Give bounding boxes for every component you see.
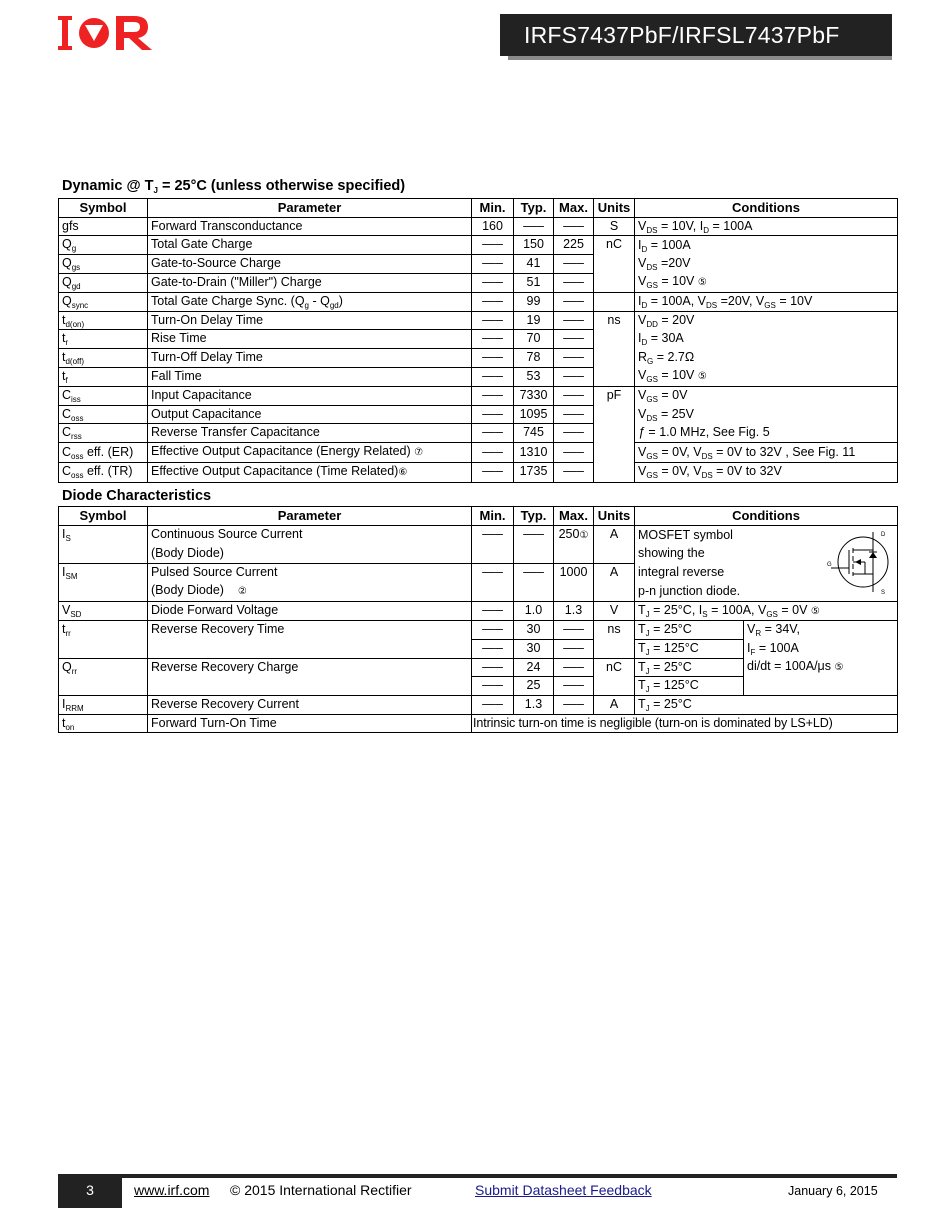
table-row: $t_{on}$ Forward Turn-On Time Intrinsic turn-on time is negligible (turn-on is dominated by LS+LD) xyxy=(59,714,898,733)
table-row: $t_{rr}$ Reverse Recovery Time ––– 30 ––– ns $T_J = 25^\circ C$ $V_R = 34V$, xyxy=(59,621,898,640)
submit-feedback-link[interactable]: Submit Datasheet Feedback xyxy=(475,1182,652,1198)
copyright-text: © 2015 International Rectifier xyxy=(230,1182,412,1198)
ir-logo xyxy=(58,14,154,52)
col-parameter: Parameter xyxy=(148,199,472,218)
table-row: $I_S$ Continuous Source Current ––– ––– 250① A MOSFET symbol showing the integral reverse p-n junction diode. D G S xyxy=(59,525,898,544)
table-row: $Q_{gs}$ Gate-to-Source Charge ––– 41 ––– $V_{DS} =20V$ xyxy=(59,255,898,274)
col-max: Max. xyxy=(554,199,594,218)
table-row: gfs Forward Transconductance 160 ––– ––– S $V_{DS} = 10V$, $I_D = 100A$ xyxy=(59,217,898,236)
svg-text:D: D xyxy=(881,531,886,538)
dynamic-table xyxy=(58,198,898,483)
page-number: 3 xyxy=(58,1178,122,1208)
table-row: (Body Diode) ② xyxy=(59,582,898,601)
svg-text:S: S xyxy=(881,589,886,596)
col-conditions: Conditions xyxy=(635,199,898,218)
col-max: Max. xyxy=(554,507,594,526)
svg-text:G: G xyxy=(827,561,832,568)
table-row: $C_{oss}$ eff. (ER) Effective Output Capacitance (Energy Related) ⑦ ––– 1310 ––– $V_{GS} = 0V$, $V_{DS} = 0V$ to 32V , See Fig. 11 xyxy=(59,443,898,463)
banner-shadow xyxy=(508,56,892,60)
col-symbol: Symbol xyxy=(59,507,148,526)
col-typ: Typ. xyxy=(514,199,554,218)
table-row: $C_{iss}$ Input Capacitance ––– 7330 ––– pF $V_{GS} = 0V$ xyxy=(59,387,898,406)
table-row: $C_{oss}$ Output Capacitance ––– 1095 ––– $V_{DS} = 25V$ xyxy=(59,405,898,424)
table-row: $Q_g$ Total Gate Charge ––– 150 225 nC $I_D = 100A$ xyxy=(59,236,898,255)
col-symbol: Symbol xyxy=(59,199,148,218)
table-header-row xyxy=(59,199,898,218)
table-row: $t_f$ Fall Time ––– 53 ––– $V_{GS} = 10V$ ⑤ xyxy=(59,367,898,386)
table-row: $V_{SD}$ Diode Forward Voltage ––– 1.0 1.3 V $T_J = 25^\circ C$, $I_S = 100A$, $V_{GS} = 0V$ ⑤ xyxy=(59,601,898,621)
website-link[interactable]: www.irf.com xyxy=(134,1182,210,1198)
mosfet-symbol-icon xyxy=(827,528,893,596)
col-typ: Typ. xyxy=(514,507,554,526)
col-units: Units xyxy=(594,507,635,526)
footer-rule xyxy=(58,1174,897,1178)
table-header-row xyxy=(59,507,898,526)
table-row: $t_{d(off)}$ Turn-Off Delay Time ––– 78 ––– $R_G = 2.7\Omega$ xyxy=(59,349,898,368)
table-row: $C_{rss}$ Reverse Transfer Capacitance ––– 745 ––– ƒ = 1.0 MHz, See Fig. 5 xyxy=(59,424,898,443)
table-row: (Body Diode) xyxy=(59,545,898,563)
table-row: $Q_{rr}$ Reverse Recovery Charge ––– 24 ––– nC $T_J = 25^\circ C$ di/dt = 100A/μs ⑤ xyxy=(59,658,898,677)
col-min: Min. xyxy=(472,507,514,526)
table-row: $I_{RRM}$ Reverse Recovery Current ––– 1.3 ––– A $T_J = 25^\circ C$ xyxy=(59,696,898,715)
table-row: ––– 30 ––– $T_J = 125^\circ C$ $I_F = 100A$ xyxy=(59,639,898,658)
publish-date: January 6, 2015 xyxy=(788,1184,878,1198)
table-row: $t_{d(on)}$ Turn-On Delay Time ––– 19 ––– ns $V_{DD} = 20V$ xyxy=(59,311,898,330)
table-row: $I_{SM}$ Pulsed Source Current ––– ––– 1000 A xyxy=(59,563,898,581)
dynamic-section-title: Dynamic @ $T_J = 25^\circ C$ (unless otherwise specified) xyxy=(62,178,406,195)
table-row: $t_r$ Rise Time ––– 70 ––– $I_D = 30A$ xyxy=(59,330,898,349)
table-row: $Q_{gd}$ Gate-to-Drain ("Miller") Charge ––– 51 ––– $V_{GS} = 10V$ ⑤ xyxy=(59,273,898,292)
diode-table xyxy=(58,506,898,733)
table-row: $Q_{sync}$ Total Gate Charge Sync. $(Q_g - Q_{gd})$ ––– 99 ––– $I_D = 100A$, $V_{DS} =20V$, $V_{GS} = 10V$ xyxy=(59,293,898,312)
col-min: Min. xyxy=(472,199,514,218)
part-number-banner: IRFS7437PbF/IRFSL7437PbF xyxy=(500,14,892,56)
col-parameter: Parameter xyxy=(148,507,472,526)
table-row: $C_{oss}$ eff. (TR) Effective Output Capacitance (Time Related)⑥ ––– 1735 ––– $V_{GS} = 0V$, $V_{DS} = 0V$ to 32V xyxy=(59,462,898,482)
diode-section-title: Diode Characteristics xyxy=(62,488,212,504)
col-units: Units xyxy=(594,199,635,218)
table-row: ––– 25 ––– $T_J = 125^\circ C$ xyxy=(59,677,898,696)
col-conditions: Conditions xyxy=(635,507,898,526)
